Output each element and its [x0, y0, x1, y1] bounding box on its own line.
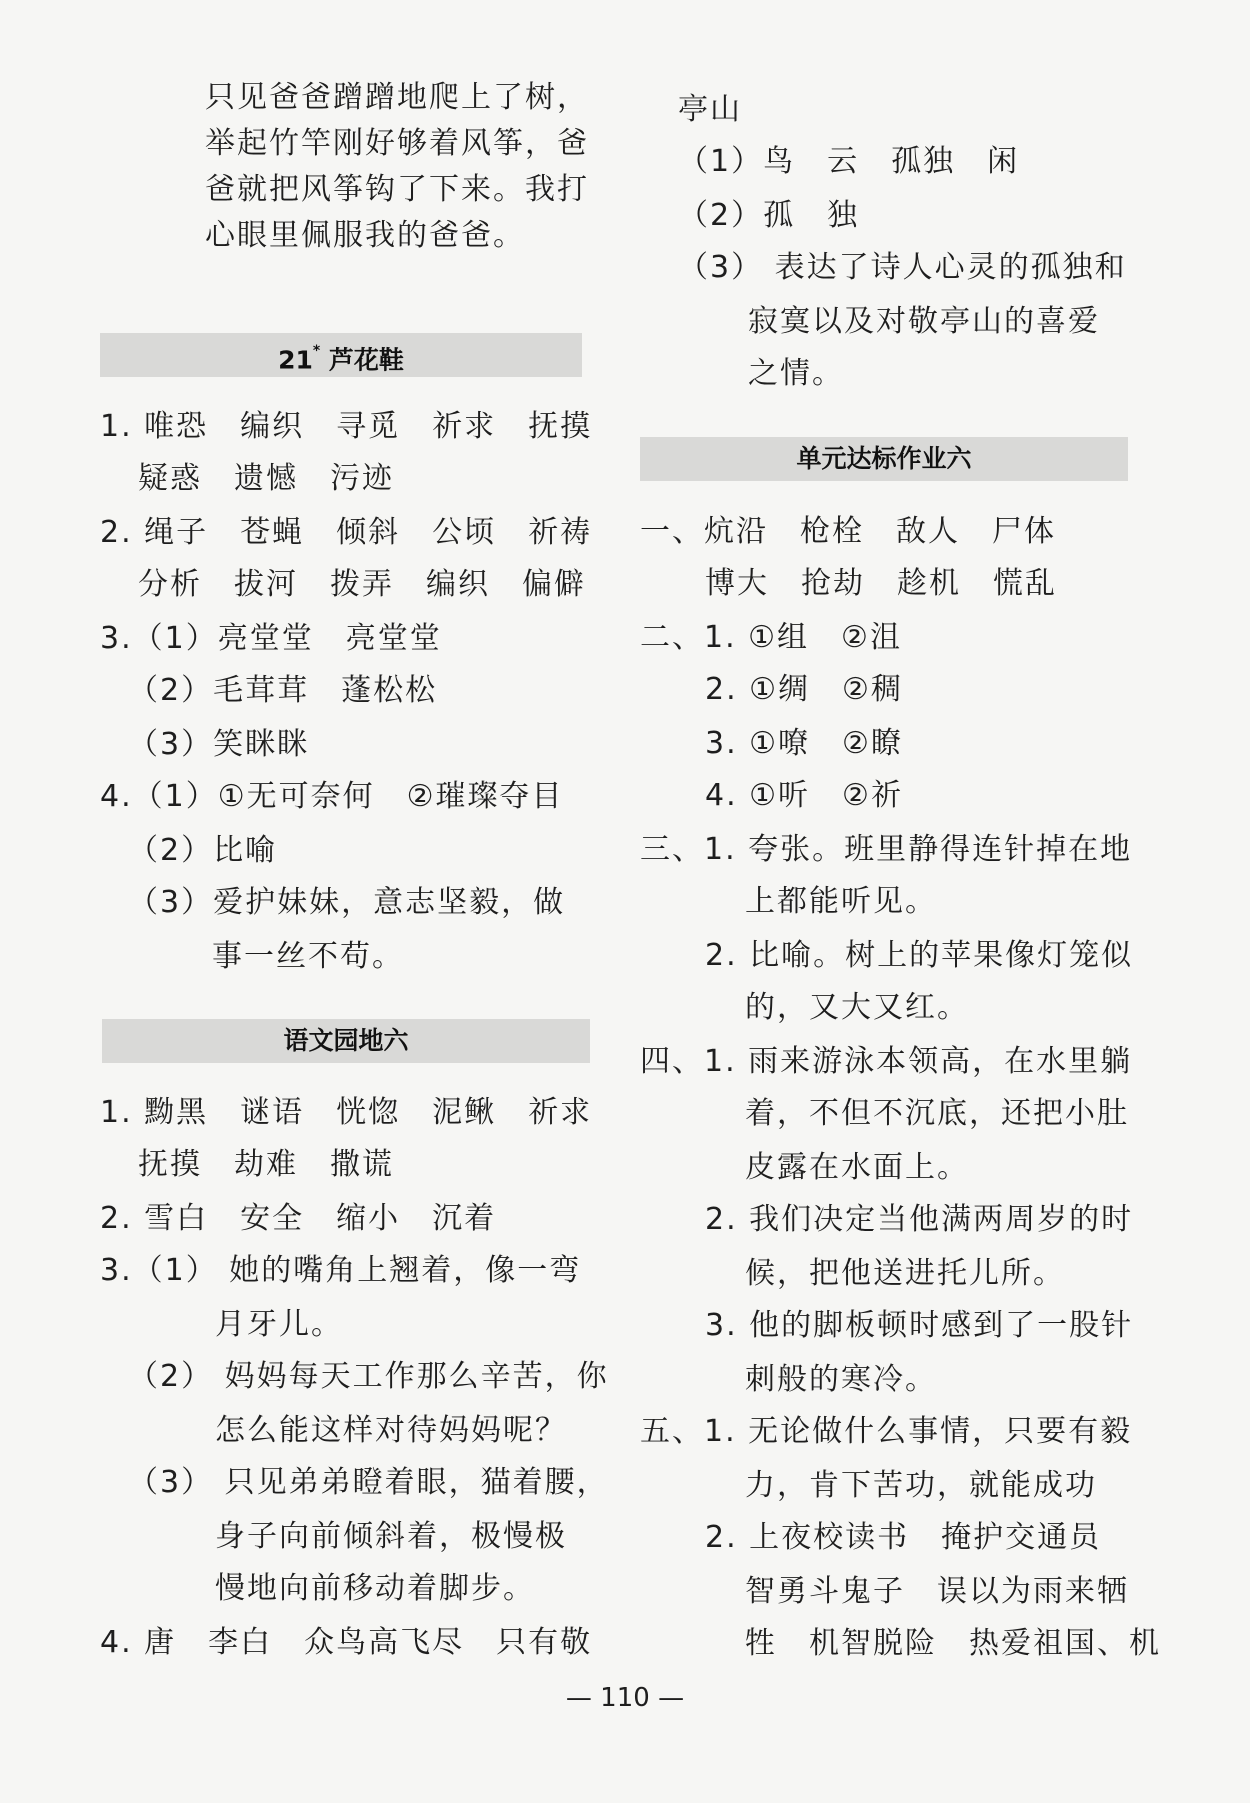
section-header-garden-6: [102, 1019, 590, 1063]
answer-line: 上都能听见。: [745, 884, 937, 919]
answer-line: 2. 雪白 安全 缩小 沉着: [100, 1201, 497, 1236]
answer-line: 3.（1） 她的嘴角上翘着，像一弯: [100, 1253, 582, 1288]
text-line: 之情。: [748, 356, 844, 391]
answer-line: 的，又大又红。: [745, 990, 969, 1025]
answer-line: 候，把他送进托儿所。: [745, 1256, 1065, 1291]
answer-line: 博大 抢劫 趁机 慌乱: [705, 566, 1057, 601]
answer-line: 4. ①听 ②祈: [705, 778, 903, 813]
answer-line: 皮露在水面上。: [745, 1150, 969, 1185]
answer-line: 力，肯下苦功，就能成功: [745, 1468, 1097, 1503]
text-line: 只见爸爸蹭蹭地爬上了树，: [205, 80, 589, 115]
answer-line: 疑惑 遗憾 污迹: [138, 461, 394, 496]
text-line: （3） 表达了诗人心灵的孤独和: [678, 250, 1127, 285]
answer-line: 刺般的寒冷。: [745, 1362, 937, 1397]
answer-line: 五、1. 无论做什么事情，只要有毅: [640, 1414, 1133, 1449]
answer-line: （2）毛茸茸 蓬松松: [128, 673, 438, 708]
answer-line: 怎么能这样对待妈妈呢？: [215, 1413, 567, 1448]
answer-line: 2. 比喻。树上的苹果像灯笼似: [705, 938, 1134, 973]
answer-line: 分析 拔河 拨弄 编织 偏僻: [138, 567, 586, 602]
answer-line: 2. ①绸 ②稠: [705, 672, 903, 707]
answer-line: （2） 妈妈每天工作那么辛苦，你: [128, 1359, 609, 1394]
text-line: 心眼里佩服我的爸爸。: [205, 218, 525, 253]
answer-line: 3. ①嘹 ②瞭: [705, 726, 903, 761]
answer-line: 慢地向前移动着脚步。: [215, 1571, 535, 1606]
section-header-lesson-21: [100, 333, 582, 377]
text-line: 寂寞以及对敬亭山的喜爱: [748, 304, 1100, 339]
answer-line: 着，不但不沉底，还把小肚: [745, 1096, 1129, 1131]
section-title: 单元达标作业六: [796, 444, 972, 473]
answer-line: 三、1. 夸张。班里静得连针掉在地: [640, 832, 1133, 867]
page-number: — 110 —: [565, 1683, 685, 1713]
answer-line: （3）笑眯眯: [128, 727, 310, 762]
answer-line: 2. 绳子 苍蝇 倾斜 公顷 祈祷: [100, 515, 593, 550]
answer-line: 抚摸 劫难 撒谎: [138, 1147, 394, 1182]
answer-line: 2. 上夜校读书 掩护交通员: [705, 1520, 1102, 1555]
answer-line: （3） 只见弟弟瞪着眼，猫着腰，: [128, 1465, 609, 1500]
answer-line: 4. 唐 李白 众鸟高飞尽 只有敬: [100, 1625, 593, 1660]
text-line: 爸就把风筝钩了下来。我打: [205, 172, 589, 207]
answer-line: 四、1. 雨来游泳本领高，在水里躺: [640, 1044, 1133, 1079]
section-header-unit-test-6: [640, 437, 1128, 481]
section-title: 语文园地六: [283, 1026, 409, 1055]
answer-line: 事一丝不苟。: [212, 939, 404, 974]
text-line: （2）孤 独: [678, 198, 860, 233]
section-title: 芦花鞋: [328, 345, 404, 375]
answer-line: 一、炕沿 枪栓 敌人 尸体: [640, 514, 1056, 549]
lesson-number: 21: [278, 345, 313, 375]
answer-line: 1. 唯恐 编织 寻觅 祈求 抚摸: [100, 409, 593, 444]
answer-line: 2. 我们决定当他满两周岁的时: [705, 1202, 1134, 1237]
answer-line: 3. 他的脚板顿时感到了一股针: [705, 1308, 1134, 1343]
answer-line: 1. 黝黑 谜语 恍惚 泥鳅 祈求: [100, 1095, 593, 1130]
answer-line: 身子向前倾斜着，极慢极: [215, 1519, 567, 1554]
text-line: （1）鸟 云 孤独 闲: [678, 144, 1020, 179]
answer-line: 牲 机智脱险 热爱祖国、机: [745, 1626, 1161, 1661]
answer-line: （2）比喻: [128, 833, 278, 868]
answer-line: 月牙儿。: [215, 1307, 343, 1342]
answer-line: 4.（1）①无可奈何 ②璀璨夺目: [100, 779, 564, 814]
answer-line: 智勇斗鬼子 误以为雨来牺: [745, 1574, 1129, 1609]
text-line: 亭山: [678, 92, 742, 127]
answer-line: 3.（1）亮堂堂 亮堂堂: [100, 621, 442, 656]
text-line: 举起竹竿刚好够着风筝，爸: [205, 126, 589, 161]
answer-line: （3）爱护妹妹，意志坚毅，做: [128, 885, 566, 920]
answer-line: 二、1. ①组 ②沮: [640, 620, 902, 655]
optional-mark: *: [312, 343, 321, 359]
